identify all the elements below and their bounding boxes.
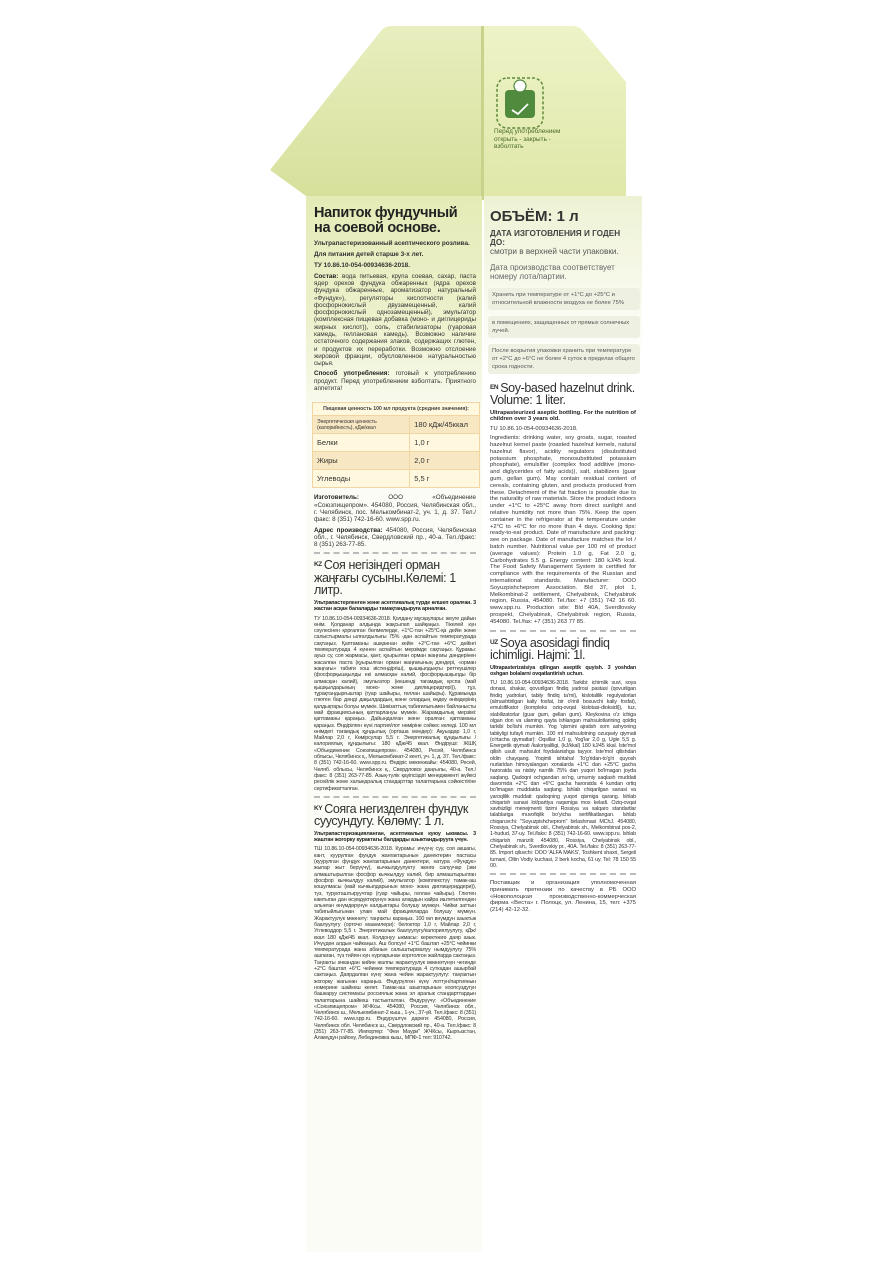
date-lot: Дата производства соответствует номеру лота/партии. xyxy=(490,262,615,281)
uz-subtitle: Ultrapasterizatsiya qilingan aseptik quyish. 3 yoshdan oshgan bolalarni ovqatlantirish uchun. xyxy=(490,664,636,677)
ky-heading: $^{KY}$ Сояга негизделген фундук суусундугу. Көлөмү: 1 л. xyxy=(314,801,468,829)
right-panel xyxy=(484,196,642,1252)
en-subtitle: Ultrapasteurized aseptic bottling. For the nutrition of children over 3 years old. xyxy=(490,409,636,423)
left-panel xyxy=(306,196,482,1252)
ru-tu: ТУ 10.86.10-054-00934636-2018. xyxy=(314,262,411,270)
kz-heading: $^{KZ}$ Соя негізіндегі орман жаңғағы сусыны.Көлемі: 1 литр. xyxy=(314,558,456,598)
en-text: Ingredients: drinking water, soy groats, sugar, roasted hazelnut kernel paste (roasted hazelnut kernels, natural hazelnut flavor), acidity regulators (disubstituted potassium phosphate, monosubstituted potassium phosphate), emulsifier (complex food additive (mono- and diglycerides of fatty acids)), salt, stabilizers (guar gum, gellan gum). May contain residual content of cereals, containing gluten, and products produced from these. Detachment of the fat fraction is possible due to the naturality of raw materials. Store the product indoors under +1°С to +25°С away from direct sunlight and relative humidity not more than 75%. Keep the open container in the refrigerator at the temperature under +2°С to +6°С for no more than 4 days. Cooking tips: ready-to-eat product. Date of manufacture and packing: see on package. Date of manufacture matches the lot / batch number. Nutritional value per 100 ml of product (average values): Protein 1.0 g, Fat 2.0 g, Carbohydrates 5.5 g. Energy content: 180 kJ/45 kcal. The Food Safety Management System is certified for compliance with the requirements of the Russian and international standards. Manufacturer: OOO Soyuzpishcheprom Association. Bld 37, plot 1, Melkombinat-2 settlement, Chelyabinsk, Chelyabinsk region, Russia, 454080. Tel./fax: +7 (351) 742 16 60. www.spp.ru. Production site: Bld 40A, Sverdlovsky prospekt, Chelyabinsk, Chelyabinsk region, Russia, 454080. Tel./fax: +7 (351) 263 77 85. xyxy=(490,435,636,625)
date-text: смотри в верхней части упаковки. xyxy=(490,247,619,256)
ky-text: ТШ 10.86.10-054-00934636-2018. Курамы: ичүүчү суу, соя акшагы, кант, куурулган фундук жангактарынын данектерин пастасы (куурулган фундук жангактарынын данектери, натура «Фундук» жыпар жыт берүүчү), кычкылдуулукту жөнгө салуучар (эки алмаштырылган фосфор кычкылдуу калий, бир алмаштырылган фосфор кычкылдуу калий), эмульгатор (комплекстүү тамак-аш кошулмасы (май кычкылдарынын моно- жана диглицериддери)), туз, турукташтыруучтар (гуар чайыры, геллан чайыры). Глютен камтыган дан өсүмдүктөрүнүн жана алардын кайра иштетилгенден алынган өнүмдөрүнүн калдыктары болушу мүмкүн. Чийки заттын табигыйлыгынан улам май фракцияларда болушу мүмкүн. Жарактуулук мөөнөтү: таңгакты караңыз. 100 мл внүмдүн азыктык баалуулугу (орточо маанилери): белоктор 1,0 г, Майлар 2,0 г, Углеводдор 5,5 г. Энергетикалык баалуулугу/калориялуулугу, кДж/ккал 180 кДж/45 ккал. Колдонуу ыкмасы: керектөөгө даяр азык. Ичүүдөн алдын чайкаңыз. Аш болсун! +1°С баштап +25°С чейинки температурада жана абанын салыштырмалуу нымдуулугу 75% ашпаган, түз тийген күн нурларынан коргголгон жайларда сактаңыз. Таңгакты ачкандан кийин жалпы жарактуулук мөөнөтүнүн чегинде +2°С баштап +6°С чейинки температурада 4 суткадан ашырбай сактаңыз. Даярдалган күнү жана чейин жарактуулугу: таңгактын жогорку жагынан караңыз. Өндүрүлгөн күнү лоттун/партиянын номерине шайкеш келет. Тамак-аш азыктарынын коопсуздугун башкаруу системасы россиялык жана эл аралык стандарттардын талаптарына шайкеш тастыкталган. Өндүрүүчү: «Объединение «Союзпищепром» ЖЧКсы. 454080, Россия, Челябинск обл., Челябинск ш., Мелькомбинат-2 кыш., 1-уч., 37-үй. Тел./факс: 8 (351) 742-16-60. www.spp.ru. Өндүрүштүн дареги: 454080, Россия, Челябинск обл. Челябинск ш., Свердловский пр., 40-а. Тел./факс: 8 (351) 263-77-85. Импортер: "Феи Маури" ЖЧКсы, Кыргызстан, Аламүдүн району, Лебединовка кыш., МПФ-1 тел: 910742. xyxy=(314,846,476,1042)
nutrition-row: Энергетическая ценность (калорийность), кДж/ккал 180 кДж/45ккал xyxy=(313,415,479,433)
separator xyxy=(490,873,636,875)
storage-2: в помещениях, защищенных от прямых солнечных лучей. xyxy=(488,316,640,338)
nutrition-row: Углеводы 5,5 г xyxy=(313,469,479,487)
ru-usage: Способ употребления: готовый к употреблению продукт. Перед употреблением взболтать. Приятного аппетита! xyxy=(314,370,477,393)
storage-1: Хранить при температуре от +1°С до +25°С и относительной влажности воздуха не более 75% xyxy=(488,288,640,310)
ru-address: Адрес производства: 454080, Россия, Челябинская обл., г. Челябинск, Свердловский пр., 40-а. Тел./факс: 8 (351) 263-77-85. xyxy=(314,526,477,549)
roof-left-face xyxy=(270,26,482,200)
ru-title: Напиток фундучный на соевой основе. xyxy=(314,205,458,236)
nutrition-title: Пищевая ценность 100 мл продукта (средние значения): xyxy=(323,406,469,413)
separator xyxy=(314,552,476,554)
en-heading: $^{EN}$ Soy-based hazelnut drink. Volume: 1 liter. xyxy=(490,380,635,407)
nutrition-table xyxy=(312,402,480,488)
kz-text: ТУ 10.86.10-054-00934636-2018. Қолдану мұсқаулары: жеуге дайын өнім. Қолданар алдында жақсылап шайқаңыз. Тікелей күн сәулесінен қорғалған бөлмелерде, +1°С-тан +25°С-қа дейін және салыстырмалы ылғалдылығы 75% -дан аспайтын температурада сақтаңыз. Қаптаманы ашқаннан кейін +2°С-тан +6°С дейінгі температурада 4 күннен аспайтын мерзімде сақтаңыз. Құрамы: ауыз су, соя жармасы, қант, қуырылған орман жаңғағы дәндерінен жасалған паста (қуырылған орман жаңғағының дәндері, «орман жаңғағы» табиғи хош иістендіргіш), қышқылдықты реттеушілер (фосфорқышқылды екі алмасқан калий, фосфорқышқылды бір алмасқан калий), эмульгатор (кешенді тағамдық қоспа (май қышқылдарының моно- және диглицеридтері)), тұз, тұрақтандырғыштар (гуар шайыры, геллан шайыры). Құрамында глютен бар дәнді дақылдардың және олардың өңдеу өнімдерінің қалдықтары болуы мүмкін. Шикізаттың табиғилығымен байланысты май фракциясының қатпарлануы мүмкін. Жарамдылық мерзімі: қаптаманы қараңыз. Дайындалған және оралған: қаптаманы қараңыз. Өндірілген күні партия/лот нөміріне сәйкес келеді. 100 мл өнімдегі тағамдық құндылық (орташа мәндер): Ақуыздар 1,0 г, Майлар 2,0 г, Көмірсулар 5,5 г. Энергетикалық құндылығы / калориялық құндылығы: 180 кДж/45 ккал. Өндіруші: ЖШҚ «Объединение Союзпищепром». 454080, Ресей, Челябинск облысы, Челябинск қ., Мелькомбинат-2 кенті, уч. 1, д. 37. Тел./факс: 8 (351) 742-16-60. www.spp.ru. Өндіріс мекенжайы: 454080, Ресей, Челяб. облысы, Челябинск қ., Свердловск даңғылы, 40-а. Тел./факс: 8 (351) 263-77-85. Азық-түлік қауіпсіздігі менеджменті жүйесі ресейлік және халықаралық стандарттар талаптарына сәйкестігіне сертификатталған. xyxy=(314,615,476,792)
ru-composition: Состав: вода питьевая, крупа соевая, сахар, паста ядер орехов фундука обжаренных (ядра орехов фундука обжаренные, ароматизатор натуральный «Фундук»), регуляторы кислотности (калий фосфорнокислый двузамещенный, калий фосфорнокислый однозамещенный), эмульгатор (комплексная пищевая добавка (моно- и диглицериды жирных кислот)), соль, стабилизаторы (гуаровая камедь, геллановая камедь). Возможно наличие остаточного содержания злаков, содержащих глютен, и продуктов их переработки. Возможно отслоение жировой фракции, обусловленное натуральностью сырья. xyxy=(314,272,476,368)
rb-importer: Поставщик и организация уполномоченная принимать претензии по качеству в РБ ООО «Новополоцкая производственно-коммерческая фирма «Веста» г. Полоцк, ул. Ленина, 15, тел: +375 (214) 42-12-32. xyxy=(490,880,636,914)
ru-age: Для питания детей старше 3-х лет. xyxy=(314,251,424,259)
en-tu: TU 10.86.10-054-00934636-2018. xyxy=(490,425,578,432)
kz-subtitle: Ультрапастерленген және асептикалық түрде өлшеп оралған. 3 жастан асқан балаларды тамақтандыруға арналған. xyxy=(314,599,476,613)
nutrition-row: Жиры 2,0 г xyxy=(313,451,479,469)
separator xyxy=(314,796,476,798)
separator xyxy=(490,630,636,632)
ky-subtitle: Ультрапастеризацияланган, асептикалык куюу ыкмасы. 3 жаштан жогорку курактагы балдарды азыктандырууга үчүн. xyxy=(314,830,476,844)
uz-heading: $^{UZ}$ Soya asosidagi findiq ichimligi. Hajmi: 1l. xyxy=(490,635,610,663)
open-hint-text: Перед употреблением открыть - закрыть - взболтать xyxy=(494,128,561,150)
uz-text: TU 10.86.10-054-00934636-2018. Tarkibi: ichimlik suvi, soya donasi, shakar, qovurilgan findiq yadrosi pastasi (qovurilgan findiq yadrolari, tabiiy findiq ta'mi), kislotalilik regulyatorlari (almashtirilgan kaliy fosfat, bir o'rinli bosuvchi kaliy fosfat), emulsifikator (kompleks oziq-ovqat kislotasi-dioksidi)), tuz, stabilizatorlar (guar gum, gellan gum). Kleykovina o'z ichiga olgan don va ularning qayta ishlangan mahsulotlarining qoldiq tarkibi bo'lishi mumkin. Yog 'qismini ajratish xom ashyoning tabiiyligi tufayli mumkin. 100 ml mahsulotning ozuqaviy qiymati (o'rtacha qiymatlar): Oqsillar 1,0 g, Yog'lar 2,0 g, Ugle 5,5 g. Energetik qiymati /kaloriyaliligi, (kJ/kkal) 180 kJ/45 kkal. Iste'mol qilish usuli: mahsulot foydalanishga tayyor. Iste'mol qilishdan oldin chayqang. Yoqimli ishtaha! To'g'ridan-to'g'ri quyosh nurlaridan himoyalangan xonalarda +1°С dan +25°С gacha haroratda va nisbiy namlik 75% dan yuqori bo'lmagan joyda saqlang. Qadoqni ochgandan so'ng, umumiy saqlash muddati davomida +2°С dan +6°С gacha haroratda 4 kundan ortiq bo'lmagan muddatda saqlang. Ishlab chiqarilgan sanasi va yaroqlilik muddati: qadoqning yuqori qismiga qarang. Ishlab chiqarish sanasi lot/partiya raqamiga mos keladi. Oziq-ovqat xavfsizligi menejmenti tizimi Rossiya va xalqaro standartlar talablariga muvofiqlik bo'yicha sertifikatlangan. Ishlab chiqaruvchi: "Soyuzpishcheprom" birlashmasi MChJ. 454080, Rossiya, Chelyabinsk obl., Chelyabinsk sh., Melkombinat pos-2, 1-hudud, 37-uy. Tel./faks: 8 (351) 742-16-60. www.spp.ru. Ishlab chiqarish manzili: 454080, Rossiya, Chelyabinsk obl., Chelyabinsk sh., Sverdlovskiy pr., 40A. Tel./faks: 8 (351) 263-77-85. Import qiluvchi: OOO 'ALFA MAKS', Toshkent shaxri, Sergeli tumani, Oltin Vodiy kuchasi, 2 berk kocha, 61 uy. Tel: 78 150 55 00. xyxy=(490,680,636,869)
nutrition-row: Белки 1,0 г xyxy=(313,433,479,451)
date-title: ДАТА ИЗГОТОВЛЕНИЯ И ГОДЕН ДО: xyxy=(490,229,621,247)
roof-fold-line xyxy=(481,26,484,200)
ru-manufacturer: Изготовитель: ООО «Объединение «Союзпищепром». 454080, Россия, Челябинская обл., г. Челябинск, пос. Мелькомбинат-2, уч. 1, д. 37. Тел./факс: 8 (351) 742-16-60. www.spp.ru. xyxy=(314,494,476,524)
storage-3: После вскрытия упаковки хранить при температуре от +2°С до +6°С не более 4 суток в пределах общего срока годности. xyxy=(488,344,640,374)
volume: ОБЪЁМ: 1 л xyxy=(490,208,579,225)
ru-subtitle: Ультрапастеризованный асептического розлива. xyxy=(314,240,470,247)
